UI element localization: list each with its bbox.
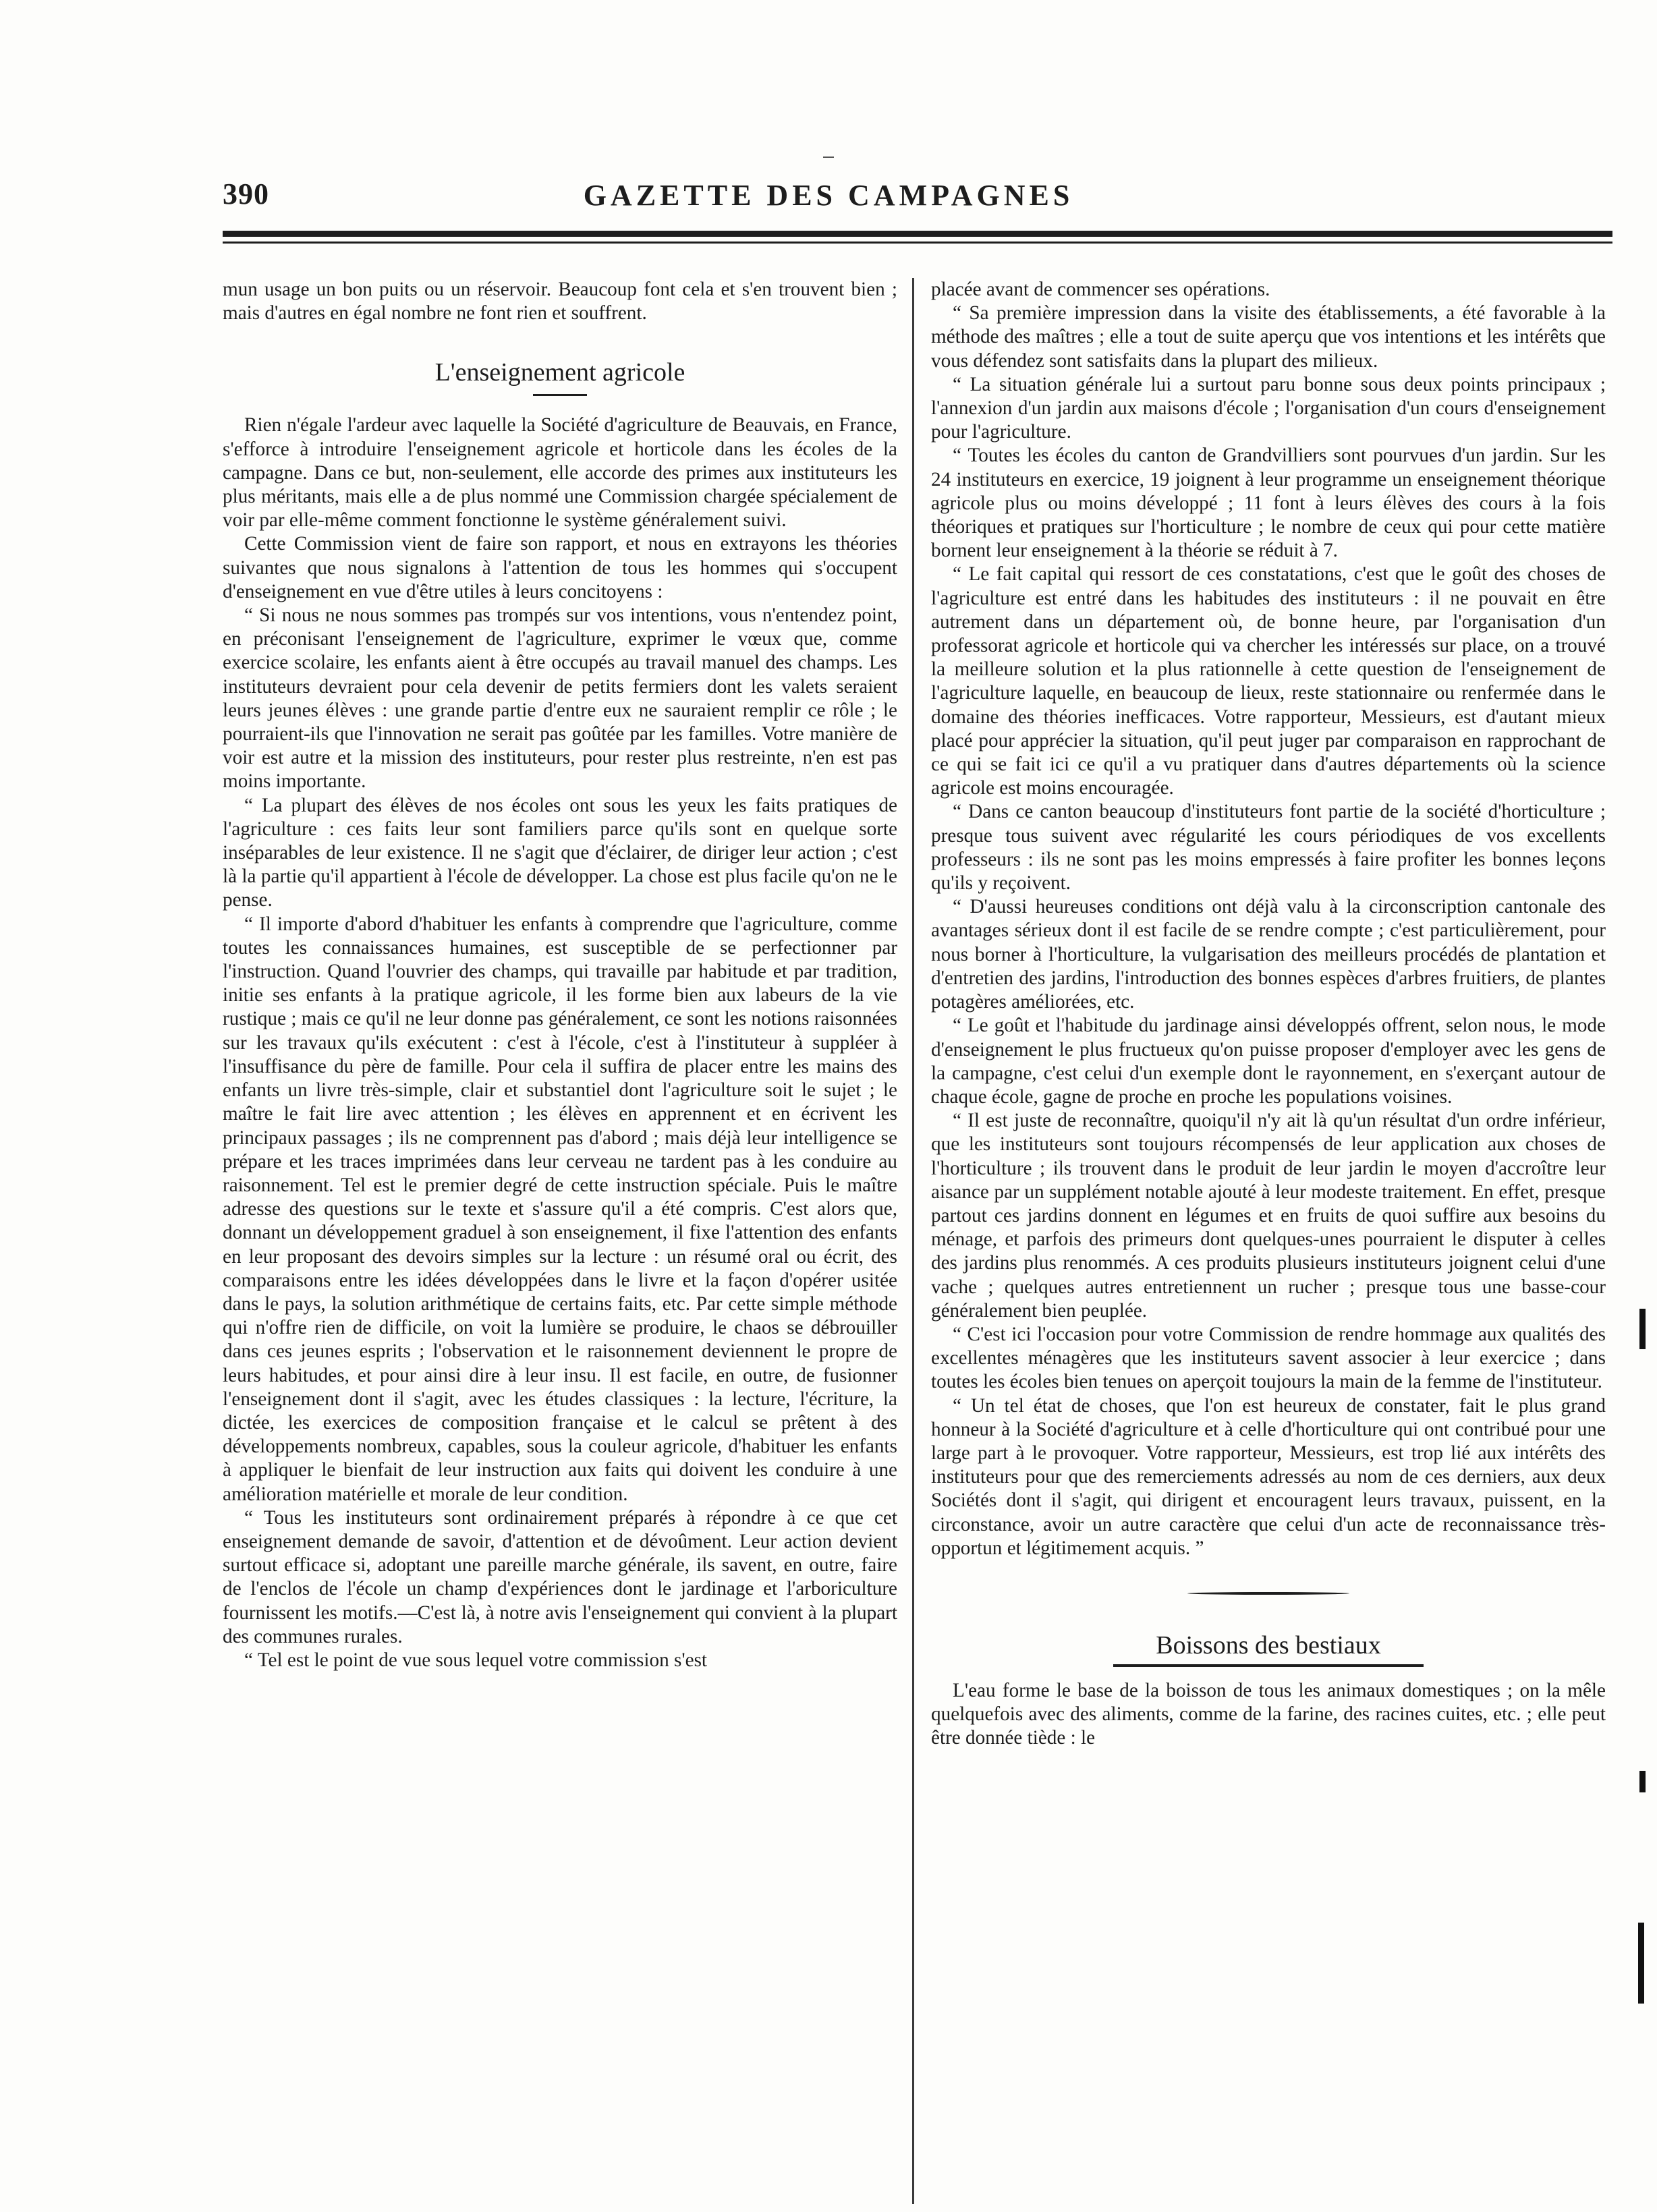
page-top-mark xyxy=(823,157,834,158)
article-paragraph: “ Si nous ne nous sommes pas trompés sur vos intentions, vous n'entendez point, en préconisant l'enseignement de l'agriculture, exprimer le vœux que, comme exercice scolaire, les enfants aient à être occupés au travail manuel des champs. Les instituteurs devraient pour cela devenir de petits fermiers dont les valets seraient leurs jeunes élèves : une grande partie d'entre eux ne sauraient remplir ce rôle ; le pourraient-ils que l'innovation ne serait pas goûtée par les familles. Votre manière de voir est autre et la mission des instituteurs, pour rester plus restreinte, n'en est pas moins importante. xyxy=(223,604,897,793)
continuation-paragraph: mun usage un bon puits ou un réservoir. Beaucoup font cela et s'en trouvent bien ; mais d'autres en égal nombre ne font rien et souffrent. xyxy=(223,279,897,324)
article-paragraph: L'eau forme le base de la boisson de tous les animaux domestiques ; on la mêle quelquefois avec des aliments, comme de la farine, des racines cuites, etc. ; elle peut être donnée tiède : le xyxy=(931,1679,1606,1749)
page-number: 390 xyxy=(223,177,269,210)
section-rule xyxy=(533,394,587,396)
article-paragraph: “ Dans ce canton beaucoup d'instituteurs font partie de la société d'horticulture ; presque tous suivent avec régularité les cours périodiques de vos excellents professeurs : ils ne sont pas les moins empressés à faire profiter les bonnes leçons qu'ils y reçoivent. xyxy=(931,801,1606,895)
article-paragraph: “ La situation générale lui a surtout paru bonne sous deux points principaux ; l'annexion d'un jardin aux maisons d'école ; l'organisation d'un cours d'enseignement pour l'agriculture. xyxy=(931,373,1606,443)
article-paragraph: “ Le goût et l'habitude du jardinage ainsi développés offrent, selon nous, le mode d'enseignement le plus fructueux qu'on puisse proposer d'employer avec les gens de la campagne, c'est celui d'un exemple dont le rayonnement, en s'exerçant autour de chaque école, gagne de proche en proche les populations voisines. xyxy=(931,1015,1606,1108)
section-flourish xyxy=(1187,1590,1349,1597)
article-paragraph: “ Tel est le point de vue sous lequel votre commission s'est xyxy=(244,1649,708,1671)
article-paragraph: “ Le fait capital qui ressort de ces constatations, c'est que le goût des choses de l'agriculture est entré dans les habitudes des instituteurs : il ne pouvait en être autrement dans un département où, de bonne heure, par l'organisation d'un professorat agricole et horticole qui va chercher les intéressés sur place, on a trouvé la meilleure solution et la plus rationnelle à cette question de l'enseignement de l'agriculture laquelle, en beaucoup de lieux, reste stationnaire ou renfermée dans le domaine des théories inefficaces. Votre rapporteur, Messieurs, est d'autant mieux placé pour apprécier la situation, qu'il peut juger par comparaison en rapprochant de ce qui se fait ici ce qu'il a vu pratiquer dans d'autres départements où la science agricole est moins encouragée. xyxy=(931,563,1606,799)
article-paragraph: “ D'aussi heureuses conditions ont déjà valu à la circonscription cantonale des avantages sérieux dont il est facile de se rendre compte ; c'est particulièrement, pour nous borner à l'horticulture, la vulgarisation des meilleurs procédés de plantation et d'entretien des jardins, l'introduction des bonnes espèces d'arbres fruitiers, de plantes potagères améliorées, etc. xyxy=(931,896,1606,1013)
article-paragraph: “ Toutes les écoles du canton de Grandvilliers sont pourvues d'un jardin. Sur les 24 instituteurs en exercice, 19 joignent à leur programme un enseignement théorique agricole plus ou moins développé ; 11 font à leurs élèves des cours à la fois théoriques et pratiques sur l'horticulture ; le nombre de ceux qui pour cette matière bornent leur enseignement à la théorie se réduit à 7. xyxy=(931,445,1606,562)
article-paragraph: “ Tous les instituteurs sont ordinairement préparés à répondre à ce que cet enseignement demande de savoir, d'attention et de dévoûment. Leur action devient surtout efficace si, adoptant une pareille marche générale, ils savent, en outre, faire de l'enclos de l'école un champ d'expériences dont le jardinage et l'arboriculture fournissent les motifs.—C'est là, à notre avis l'enseignement qui convient à la plupart des communes rurales. xyxy=(223,1506,897,1647)
journal-title: GAZETTE DES CAMPAGNES xyxy=(583,179,1074,212)
article-paragraph: “ Il importe d'abord d'habituer les enfants à comprendre que l'agriculture, comme toutes les connaissances humaines, est susceptible de se perfectionner par l'instruction. Quand l'ouvrier des champs, qui travaille par habitude et par tradition, initie ses enfants à la pratique agricole, il les forme bien aux labeurs de la vie rustique ; mais ce qu'il ne leur donne pas généralement, ce sont les notions raisonnées sur les travaux qu'ils exécutent : c'est à l'école, c'est à l'instituteur à suppléer à l'insuffisance du père de famille. Pour cela il suffira de placer entre les mains des enfants un livre très-simple, clair et substantiel dont l'agriculture soit le sujet ; le maître le fait lire avec attention ; les élèves en apprennent et en écrivent les principaux passages ; ils ne comprennent pas d'abord ; mais déjà leur intelligence se prépare et les traces imprimées dans leur cerveau ne tardent pas à les conduire au raisonnement. Tel est le premier degré de cette instruction spéciale. Puis le maître adresse des questions sur le texte et s'assure qu'il a été compris. C'est alors que, donnant un développement graduel à son enseignement, il fixe l'attention des enfants en leur proposant des devoirs simples sur la lecture : un résumé oral ou écrit, des comparaisons entre les idées développées dans le livre et la façon d'opérer usitée dans le pays, la solution arithmétique de certains faits, etc. Par cette simple méthode qui n'offre rien de difficile, on voit la lumière se produire, le chaos se débrouiller dans ces jeunes esprits ; l'observation et le raisonnement deviennent le propre de leurs habitudes, et pour ainsi dire à leur insu. Il est facile, en outre, de fusionner l'enseignement dont il s'agit, avec les études classiques : la lecture, l'écriture, la dictée, les exercices de composition française et le calcul se prêtent à des développements nombreux, capables, sous la couleur agricole, d'habituer les enfants à appliquer le bienfait de leur instruction aux faits qui doivent les conduire à une amélioration matérielle et morale de leur condition. xyxy=(223,913,897,1505)
margin-mark xyxy=(1639,1771,1646,1792)
article-paragraph: “ Sa première impression dans la visite des établissements, a été favorable à la méthode des maîtres ; elle a tout de suite aperçu que vos intentions et les intérêts que vous défendez sont satisfaits dans la plupart des milieux. xyxy=(931,302,1606,372)
column-divider xyxy=(912,278,914,2204)
article-paragraph: placée avant de commencer ses opérations. xyxy=(931,279,1270,300)
article-paragraph: “ La plupart des élèves de nos écoles ont sous les yeux les faits pratiques de l'agriculture : ces faits leur sont familiers parce qu'ils sont en quelque sorte inséparables de leur existence. Il ne s'agit que d'éclairer, de diriger leur action ; c'est là la partie qu'il appartient à l'école de développer. La chose est plus facile qu'on ne le pense. xyxy=(223,794,897,911)
header-rule-thin xyxy=(223,242,1612,244)
margin-mark xyxy=(1639,1309,1646,1349)
header-rule-thick xyxy=(223,231,1612,237)
article-paragraph: “ Un tel état de choses, que l'on est heureux de constater, fait le plus grand honneur à la Société d'agriculture et à celle d'horticulture qui ont contribué pour une large part à le provoquer. Votre rapporteur, Messieurs, est trop lié aux intérêts des instituteurs pour que des remerciements adressés au nom de ces derniers, aux deux Sociétés dont il s'agit, qui dirigent et encouragent leurs travaux, puissent, en la circonstance, avoir un autre caractère que celui d'un acte de reconnaissance très-opportun et légitimement acquis. ” xyxy=(931,1394,1606,1559)
section-title-enseignement: L'enseignement agricole xyxy=(434,358,685,387)
margin-mark xyxy=(1638,1923,1644,2004)
left-column xyxy=(223,278,897,2207)
section-title-boissons: Boissons des bestiaux xyxy=(1113,1630,1424,1667)
right-column xyxy=(931,278,1606,2207)
article-paragraph: “ C'est ici l'occasion pour votre Commission de rendre hommage aux qualités des excellentes ménagères que les instituteurs savent associer à leur exercice ; dans toutes les écoles bien tenues on aperçoit toujours la main de la femme de l'instituteur. xyxy=(931,1323,1606,1393)
article-paragraph: Rien n'égale l'ardeur avec laquelle la Société d'agriculture de Beauvais, en France, s'efforce à introduire l'enseignement agricole et horticole dans les écoles de la campagne. Dans ce but, non-seulement, elle accorde des primes aux instituteurs les plus méritants, mais elle a de plus nommé une Commission chargée spécialement de voir par elle-même comment fonctionne le système généralement suivi. xyxy=(223,414,897,532)
article-paragraph: “ Il est juste de reconnaître, quoiqu'il n'y ait là qu'un résultat d'un ordre inférieur, que les instituteurs sont toujours récompensés de leur application aux choses de l'horticulture ; ils trouvent dans le produit de leur jardin le moyen d'accroître leur aisance par un supplément notable ajouté à leur modeste traitement. En effet, presque partout ces jardins donnent en légumes et en fruits de quoi suffire aux besoins du ménage, et parfois des primeurs dont quelques-unes pourraient le disputer à celles des jardins plus renommés. A ces produits plusieurs instituteurs joignent celui d'une vache ; quelques autres entretiennent un rucher ; presque tous une basse-cour généralement bien peuplée. xyxy=(931,1110,1606,1322)
article-paragraph: Cette Commission vient de faire son rapport, et nous en extrayons les théories suivantes que nous signalons à l'attention de tous les hommes qui s'occupent d'enseignement en vue d'être utiles à leurs concitoyens : xyxy=(223,533,897,602)
